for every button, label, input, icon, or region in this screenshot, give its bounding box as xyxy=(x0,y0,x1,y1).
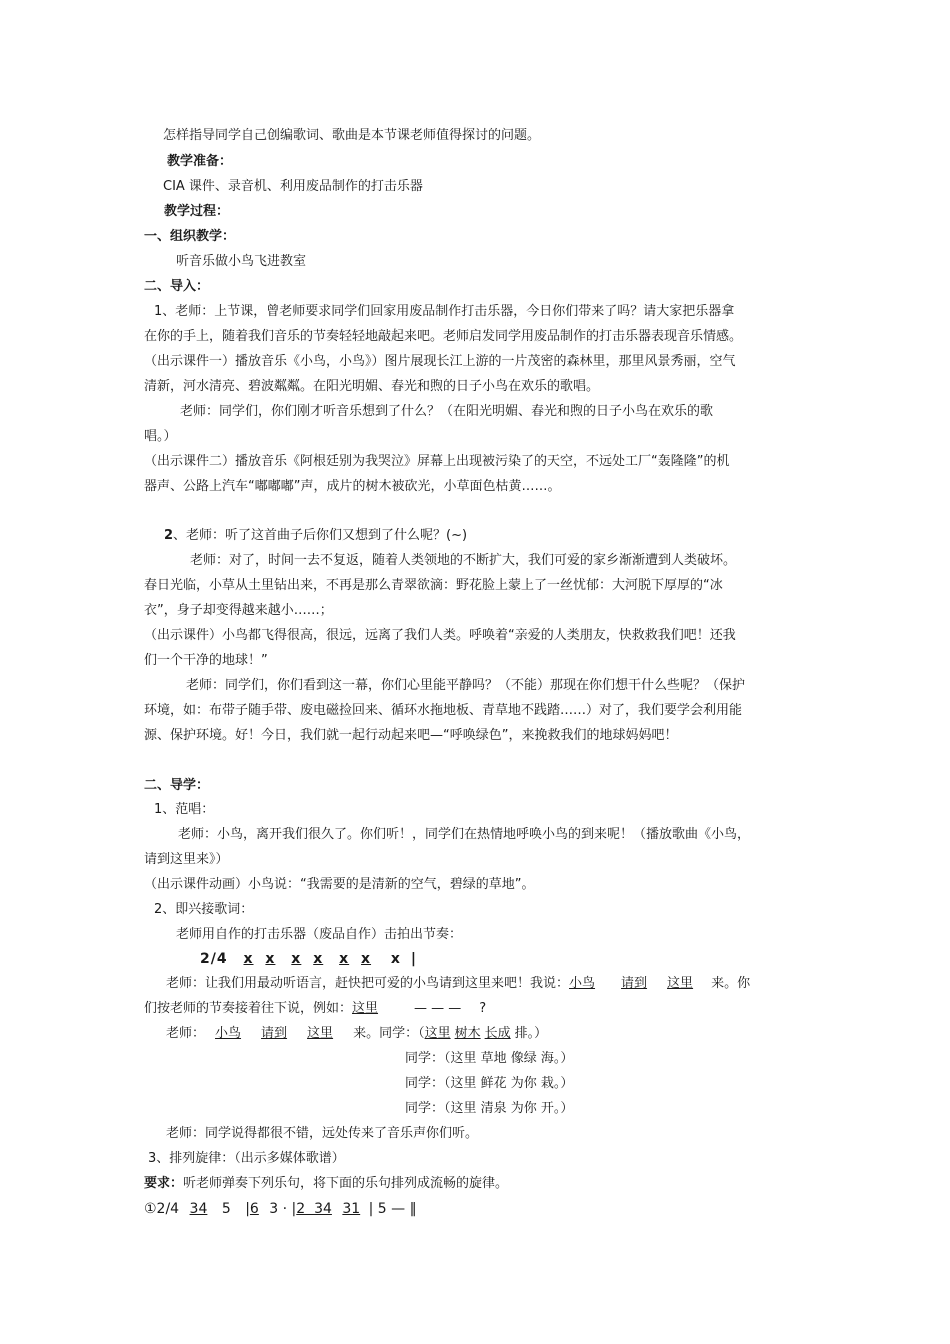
subsection-2-title: 2、即兴接歌词： xyxy=(154,902,254,917)
requirement-label: 要求： xyxy=(144,1176,184,1191)
student-line-3: 同学：（这里 清泉 为你 开。） xyxy=(405,1101,574,1116)
melody-note-1: 5 xyxy=(221,1201,231,1217)
paragraph-4-number: 2 xyxy=(164,528,174,543)
paragraph-5-line-1: 老师：对了，时间一去不复返，随着人类领地的不断扩大，我们可爱的家乡渐渐遭到人类破坏。 xyxy=(190,553,737,568)
paragraph-1-line-4: 清新，河水清亮、碧波粼粼。在阳光明媚、春光和煦的日子小鸟在欢乐的歌唱。 xyxy=(144,379,600,394)
response-word-3: 这里 xyxy=(307,1026,334,1041)
student-word-3: 长成 xyxy=(484,1026,511,1041)
call-dashes: — — — xyxy=(414,1001,462,1016)
melody-prefix: ①2/4 xyxy=(144,1201,180,1217)
response-teacher: 老师： xyxy=(166,1026,206,1041)
paragraph-6-line-2: 们一个干净的地球！” xyxy=(144,653,268,668)
rhythm-beat: x xyxy=(265,951,276,967)
requirement-line xyxy=(144,1175,508,1193)
paragraph-4-text: 、老师：听了这首曲子后你们又想到了什么呢？(~) xyxy=(173,528,468,543)
paragraph-5-line-3: 衣”，身子却变得越来越小……； xyxy=(144,603,333,618)
paragraph-1-line-1: 1、老师：上节课，曾老师要求同学们回家用废品制作打击乐器，今日你们带来了吗？请大家把乐器拿 xyxy=(154,304,735,319)
response-middle: 来。同学：（ xyxy=(353,1026,425,1041)
call-word-3: 这里 xyxy=(667,976,694,991)
rhythm-beat: x xyxy=(339,951,350,967)
paragraph-1-line-2: 在你的手上，随着我们音乐的节奏轻轻地敲起来吧。老师启发同学用废品制作的打击乐器表现音乐情感。 xyxy=(144,329,743,344)
subsection-1-line-1: 老师：小鸟，离开我们很久了。你们听！，同学们在热情地呼唤小鸟的到来呢！（播放歌曲《小鸟， xyxy=(178,827,751,842)
response-line xyxy=(166,1025,547,1043)
teacher-closing-line: 老师：同学说得都很不错，远处传来了音乐声你们听。 xyxy=(166,1126,479,1141)
call-end: 来。你 xyxy=(711,976,751,991)
section-3-heading: 二、导学： xyxy=(144,778,210,793)
rhythm-beat: x xyxy=(361,951,372,967)
subsection-1-line-3: （出示课件动画）小鸟说：“我需要的是清新的空气，碧绿的草地”。 xyxy=(144,877,535,892)
call-example-word: 这里 xyxy=(352,1001,379,1016)
process-heading: 教学过程： xyxy=(164,204,230,219)
melody-end: | 5 — ‖ xyxy=(368,1201,417,1217)
melody-group-1: 34 xyxy=(189,1201,208,1217)
paragraph-7-line-2: 环境，如：布带子随手带、废电磁捡回来、循环水拖地板、青草地不践踏……）对了，我们要学会利用能 xyxy=(144,703,743,718)
prep-heading: 教学准备： xyxy=(167,154,233,169)
rhythm-bar-line: | xyxy=(410,951,417,967)
subsection-1-line-2: 请到这里来》） xyxy=(144,852,229,867)
intro-text: 怎样指导同学自己创编歌词、歌曲是本节课老师值得探讨的问题。 xyxy=(163,128,541,143)
paragraph-2-line-2: 唱。） xyxy=(144,429,177,444)
rhythm-beat: x xyxy=(291,951,302,967)
requirement-text: 听老师弹奏下列乐句，将下面的乐句排列成流畅的旋律。 xyxy=(183,1176,509,1191)
paragraph-6-line-1: （出示课件）小鸟都飞得很高，很远，远离了我们人类。呼唤着“亲爱的人类朋友，快救救我们吧！还我 xyxy=(144,628,736,643)
subsection-2-line-1: 老师用自作的打击乐器（废品自作）击拍出节奏： xyxy=(176,927,463,942)
section-1-text: 听音乐做小鸟飞进教室 xyxy=(176,254,307,269)
response-end: 排。） xyxy=(514,1026,548,1041)
paragraph-1-line-3: （出示课件一）播放音乐《小鸟，小鸟》）图片展现长江上游的一片茂密的森林里，那里风景秀丽，空气 xyxy=(144,354,736,369)
student-word-1: 这里 xyxy=(424,1026,451,1041)
student-line-2: 同学：（这里 鲜花 为你 栽。） xyxy=(405,1076,574,1091)
paragraph-3-line-2: 器声、公路上汽车“嘟嘟嘟”声，成片的树木被砍光，小草面色枯黄……。 xyxy=(144,479,561,494)
response-word-2: 请到 xyxy=(261,1026,288,1041)
melody-note-2: 3 · | xyxy=(269,1201,297,1217)
rhythm-beat: x xyxy=(313,951,324,967)
section-2-heading: 二、导入： xyxy=(144,279,210,294)
response-word-1: 小鸟 xyxy=(215,1026,242,1041)
section-1-heading: 一、组织教学： xyxy=(144,229,236,244)
call-text: 老师：让我们用最动听语言，赶快把可爱的小鸟请到这里来吧！我说： xyxy=(166,976,570,991)
call-line-2 xyxy=(144,1000,486,1018)
student-line-1: 同学：（这里 草地 像绿 海。） xyxy=(405,1051,574,1066)
paragraph-7-line-3: 源、保护环境。好！今日，我们就一起行动起来吧—“呼唤绿色”，来挽救我们的地球妈妈吧！ xyxy=(144,728,678,743)
subsection-1-title: 1、范唱： xyxy=(154,802,215,817)
rhythm-beat: x xyxy=(390,951,401,967)
student-word-2: 树木 xyxy=(454,1026,481,1041)
paragraph-5-line-2: 春日光临，小草从土里钻出来，不再是那么青翠欲滴：野花脸上蒙上了一丝忧郁：大河脱下厚厚的“冰 xyxy=(144,578,723,593)
rhythm-pattern xyxy=(200,950,417,968)
call-word-2: 请到 xyxy=(621,976,648,991)
call-example-text: 们按老师的节奏接着往下说，例如： xyxy=(144,1001,353,1016)
melody-group-3: 2 34 xyxy=(296,1201,332,1217)
paragraph-4 xyxy=(164,527,467,545)
melody-line xyxy=(144,1200,417,1218)
call-word-1: 小鸟 xyxy=(569,976,596,991)
rhythm-beat: x xyxy=(243,951,254,967)
call-line-1 xyxy=(166,975,750,993)
paragraph-7-line-1: 老师：同学们，你们看到这一幕，你们心里能平静吗？（不能）那现在你们想干什么些呢？（保护 xyxy=(186,678,746,693)
prep-text: CIA 课件、录音机、利用废品制作的打击乐器 xyxy=(163,179,423,194)
paragraph-3-line-1: （出示课件二）播放音乐《阿根廷别为我哭泣》屏幕上出现被污染了的天空，不远处工厂“轰隆隆”的机 xyxy=(144,454,730,469)
paragraph-2-line-1: 老师：同学们，你们刚才听音乐想到了什么？（在阳光明媚、春光和煦的日子小鸟在欢乐的歌 xyxy=(180,404,714,419)
melody-bar: | xyxy=(245,1201,250,1217)
rhythm-time-signature: 2/4 xyxy=(200,951,228,967)
melody-group-2: 6 xyxy=(249,1201,259,1217)
subsection-3-title: 3、排列旋律：（出示多媒体歌谱） xyxy=(148,1151,345,1166)
call-question: ? xyxy=(479,1001,487,1016)
melody-group-4: 31 xyxy=(342,1201,361,1217)
